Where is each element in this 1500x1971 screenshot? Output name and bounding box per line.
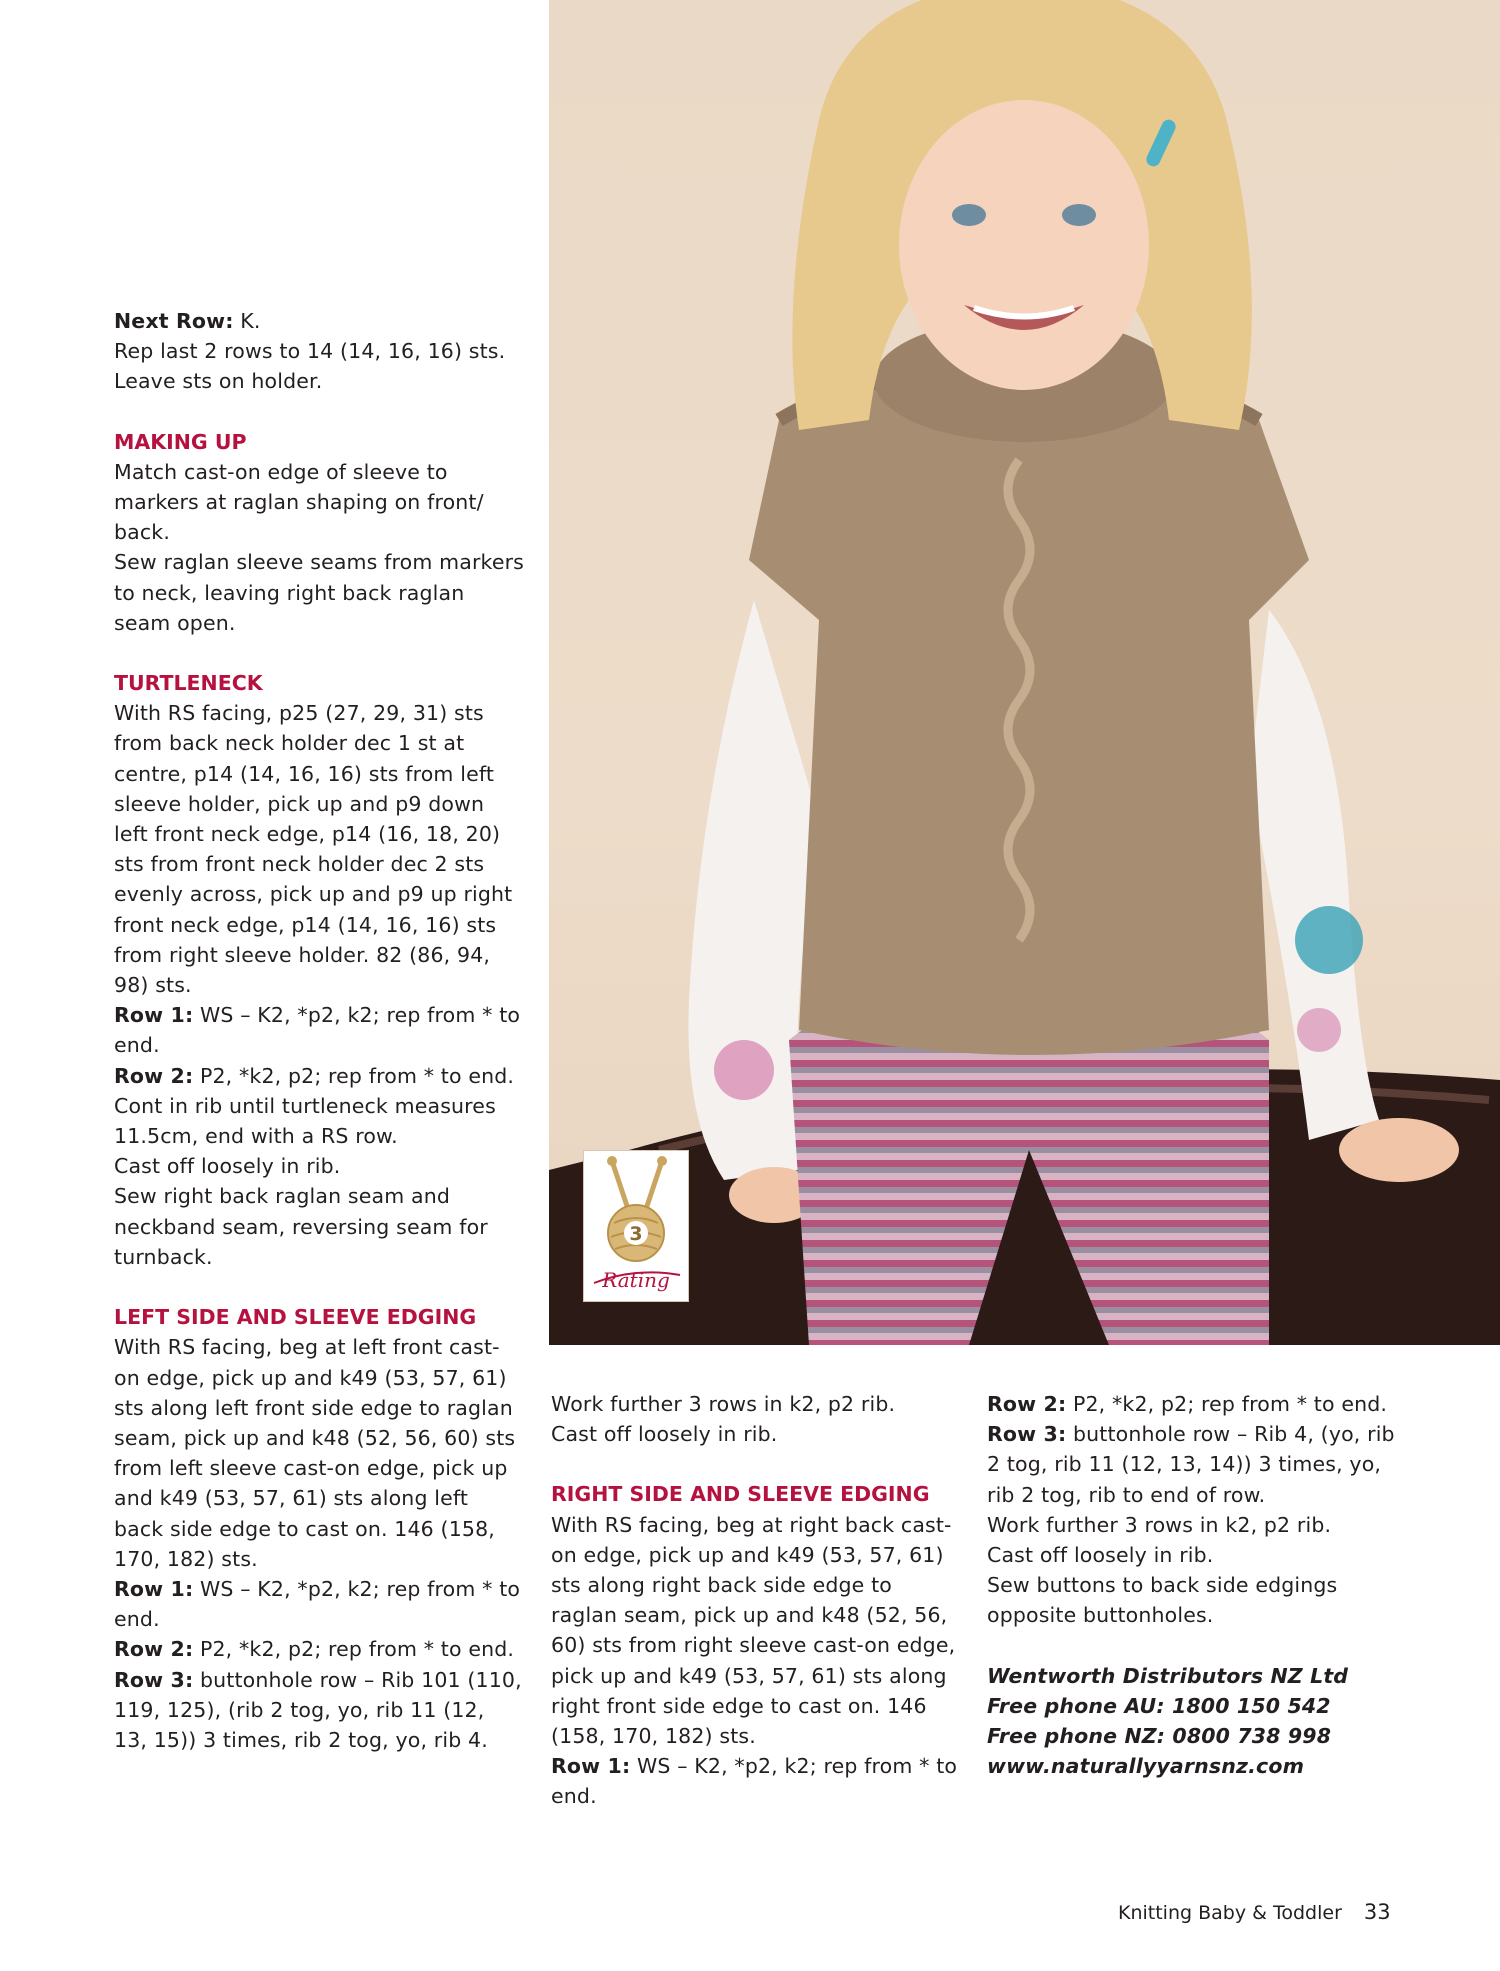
making-up-paragraph-1: Match cast-on edge of sleeve to markers at raglan shaping on front/ back. [114,459,484,545]
row-text: buttonhole row – Rib 101 (110, 119, 125), (rib 2 tog, yo, rib 11 (12, 13, 15)) 3 times, rib 2 tog, yo, rib 4. [114,1667,522,1752]
left-side-paragraph: With RS facing, beg at left front cast-on edge, pick up and k49 (53, 57, 61) sts along left front side edge to raglan seam, pick up and k48 (52, 56, 60) sts from left sleeve cast-on edge, pick up and k49 (53, 57, 61) sts along left back side edge to cast on. 146 (158, 170, 182) sts. [114,1335,516,1571]
sew-buttons-text: Sew buttons to back side edgings opposite buttonholes. [987,1573,1338,1628]
turtleneck-row-2 [114,1061,524,1091]
contact-website: www.naturallyyarnsnz.com [987,1754,1305,1779]
next-row-line [114,306,524,336]
row-label: Row 3: [114,1667,194,1692]
turtleneck-heading: TURTLENECK [114,671,263,696]
row-label: Row 1: [114,1003,194,1028]
next-row-label: Next Row: [114,309,234,333]
work-further-text: Work further 3 rows in k2, p2 rib. [987,1512,1332,1537]
page-number: 33 [1363,1900,1391,1924]
contact-block [987,1661,1407,1782]
cast-off-text: Cast off loosely in rib. [551,1422,778,1447]
turtleneck-cast-off: Cast off loosely in rib. [114,1154,341,1179]
rating-label: Rating [602,1268,670,1292]
right-side-heading: RIGHT SIDE AND SLEEVE EDGING [551,1482,930,1507]
row-label: Row 3: [987,1422,1067,1447]
making-up-paragraph-2: Sew raglan sleeve seams from markers to neck, leaving right back raglan seam open. [114,550,525,635]
turtleneck-sew: Sew right back raglan seam and neckband seam, reversing seam for turnback. [114,1184,488,1269]
row-text: WS – K2, *p2, k2; rep from * to end. [114,1003,521,1058]
row-label: Row 1: [114,1576,194,1601]
right-side-paragraph: With RS facing, beg at right back cast-on edge, pick up and k49 (53, 57, 61) sts along right back side edge to raglan seam, pick up and k48 (52, 56, 60) sts from right sleeve cast-on edge, pick up and k49 (53, 57, 61) sts along right front side edge to cast on. 146 (158, 170, 182) sts. [551,1512,956,1749]
left-row-2 [114,1634,524,1664]
turtleneck-row-1 [114,1000,524,1060]
publication-title: Knitting Baby & Toddler [1118,1902,1342,1924]
contact-phone-au: Free phone AU: 1800 150 542 [987,1693,1331,1718]
row-text: WS – K2, *p2, k2; rep from * to end. [114,1576,521,1632]
row-label: Row 2: [987,1392,1067,1416]
row-text: WS – K2, *p2, k2; rep from * to end. [551,1754,958,1809]
column-1 [114,306,524,1755]
right-row-2 [987,1389,1407,1419]
row-text: P2, *k2, p2; rep from * to end. [193,1637,515,1662]
turtleneck-cont: Cont in rib until turtleneck measures 11.5cm, end with a RS row. [114,1093,496,1149]
turtleneck-paragraph: With RS facing, p25 (27, 29, 31) sts from back neck holder dec 1 st at centre, p14 (14, 16, 16) sts from left sleeve holder, pick up and p9 down left front neck edge, p14 (16, 18, 20) sts from front neck holder dec 2 sts evenly across, pick up and p9 up right front neck edge, p14 (14, 16, 16) sts from right sleeve holder. 82 (86, 94, 98) sts. [114,701,513,998]
photo-illustration [549,0,1500,1345]
contact-phone-nz: Free phone NZ: 0800 738 998 [987,1724,1332,1749]
row-text: P2, *k2, p2; rep from * to end. [1066,1392,1388,1416]
next-row-text: K. [233,309,261,333]
rep-text: Rep last 2 rows to 14 (14, 16, 16) sts. Leave sts on holder. [114,339,506,394]
girl-wearing-sweater-photo [549,0,1500,1345]
rating-badge [583,1150,689,1302]
rating-number: 3 [629,1223,643,1245]
column-3 [987,1389,1407,1781]
making-up-heading: MAKING UP [114,429,247,454]
row-text: P2, *k2, p2; rep from * to end. [193,1063,515,1088]
left-row-1 [114,1574,524,1634]
contact-name: Wentworth Distributors NZ Ltd [987,1663,1349,1688]
cast-off-text: Cast off loosely in rib. [987,1543,1214,1568]
row-text: buttonhole row – Rib 4, (yo, rib 2 tog, rib 11 (12, 13, 14)) 3 times, yo, rib 2 tog, rib to end of row. [987,1422,1395,1507]
left-side-heading: LEFT SIDE AND SLEEVE EDGING [114,1305,477,1330]
knitting-needles-yarn-ball-icon [584,1151,688,1301]
page-footer [1118,1900,1391,1925]
work-further-text: Work further 3 rows in k2, p2 rib. [551,1392,896,1416]
row-label: Row 2: [114,1637,194,1662]
right-row-1 [551,1751,961,1811]
left-row-3 [114,1665,524,1756]
column-2 [551,1389,961,1812]
right-row-3 [987,1419,1407,1510]
row-label: Row 2: [114,1063,194,1088]
row-label: Row 1: [551,1754,631,1779]
